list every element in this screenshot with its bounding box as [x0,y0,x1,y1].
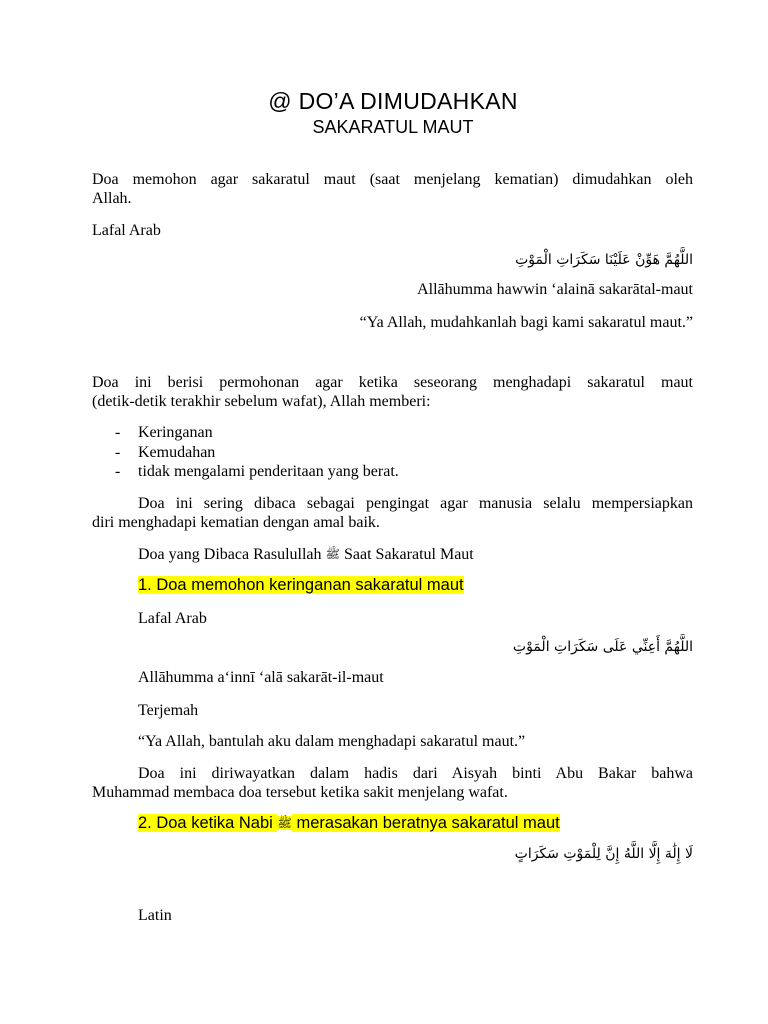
document-subtitle: SAKARATUL MAUT [312,117,474,137]
list-item [92,423,693,443]
para4-line-1: Doa ini diriwayatkan dalam hadis dari Aisyah binti Abu Bakar bahwa [138,765,693,782]
lafal-arab-label: Lafal Arab [92,222,161,239]
latin-text-1: Allāhumma hawwin ‘alainā sakarātal-maut [417,281,693,298]
bullet-dash: - [115,424,121,441]
heading-2-before: 2. Doa ketika Nabi [138,814,273,832]
section-intro-before: Doa yang Dibaca Rasulullah [138,546,322,563]
heading-1 [138,576,693,595]
list-item-text: Keringanan [138,424,213,441]
lafal-arab-label-2: Lafal Arab [138,610,207,627]
para2-line-2: (detik-detik terakhir sebelum wafat), Allah memberi: [92,393,431,410]
translation-2: “Ya Allah, bantulah aku dalam menghadapi sakaratul maut.” [138,733,526,750]
saw-honorific: ﷺ [277,816,292,830]
document-title: @ DO’A DIMUDAHKAN [268,88,518,114]
bullet-dash: - [115,443,121,461]
intro-line-2: Allah. [92,190,132,207]
para3-line-1: Doa ini sering dibaca sebagai pengingat agar manusia selalu mempersiapkan [138,495,693,512]
benefit-list [92,423,693,482]
para3-line-2: diri menghadapi kematian dengan amal baik. [92,514,380,531]
arabic-text-2: اللَّهُمَّ أَعِنِّي عَلَى سَكَرَاتِ الْمَوْتِ [512,639,693,655]
list-item [92,443,693,463]
bullet-dash: - [115,463,121,480]
section-intro-after: Saat Sakaratul Maut [344,546,474,563]
heading-2 [138,814,693,833]
latin-text-2: Allāhumma a‘innī ‘alā sakarāt-il-maut [138,669,384,686]
list-item [92,462,693,482]
intro-line-1: Doa memohon agar sakaratul maut (saat menjelang kematian) dimudahkan oleh [92,171,693,188]
section-intro [138,545,693,564]
arabic-text-3: لَا إِلَٰهَ إِلَّا اللَّهُ إِنَّ لِلْمَوْتِ سَكَرَاتٍ [514,846,693,862]
terjemah-label: Terjemah [138,702,199,719]
heading-1-text: 1. Doa memohon keringanan sakaratul maut [138,576,464,594]
latin-label: Latin [138,907,172,924]
translation-1: “Ya Allah, mudahkanlah bagi kami sakaratul maut.” [359,314,693,331]
para2-line-1: Doa ini berisi permohonan agar ketika seseorang menghadapi sakaratul maut [92,374,693,391]
list-item-text: Kemudahan [138,443,216,461]
heading-2-after: merasakan beratnya sakaratul maut [296,814,560,832]
para4-line-2: Muhammad membaca doa tersebut ketika sakit menjelang wafat. [92,784,508,801]
arabic-text-1: اللَّهُمَّ هَوِّنْ عَلَيْنَا سَكَرَاتِ الْمَوْتِ [515,252,693,268]
list-item-text: tidak mengalami penderitaan yang berat. [138,463,399,480]
saw-honorific: ﷺ [325,547,340,561]
